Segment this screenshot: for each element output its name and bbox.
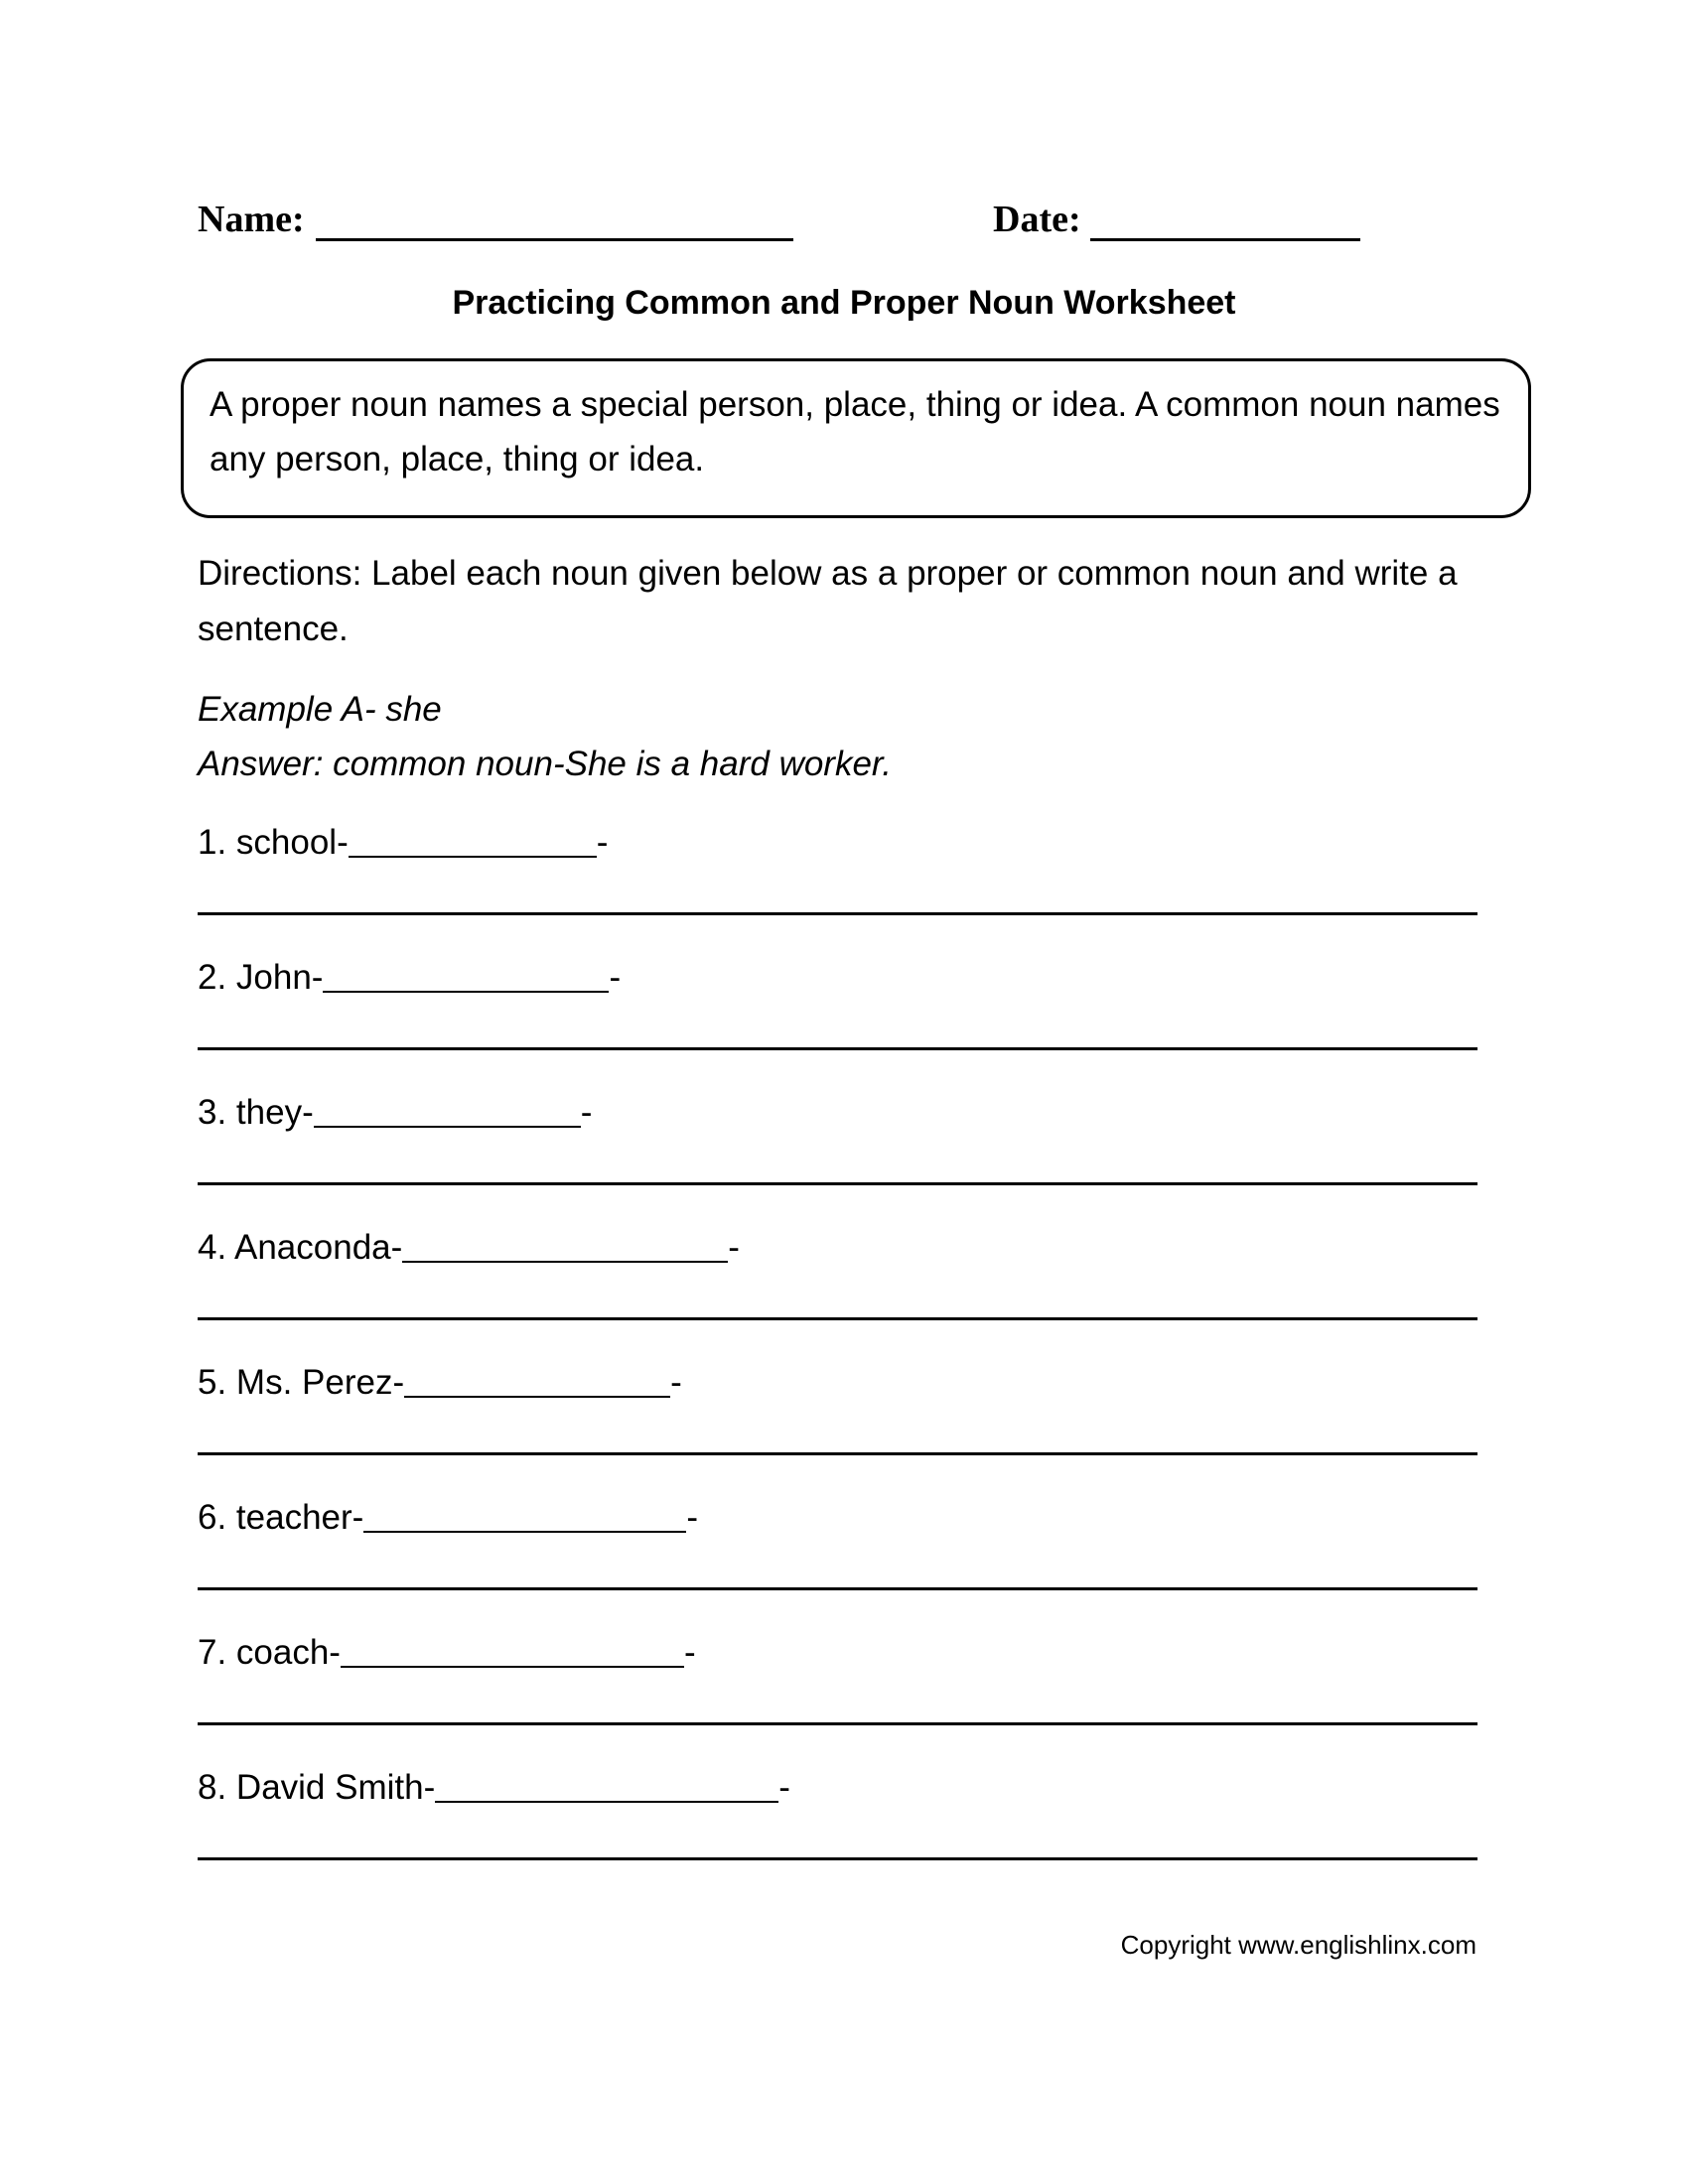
noun-type-blank[interactable] xyxy=(323,961,609,993)
name-label: Name: xyxy=(198,199,305,240)
question-row xyxy=(198,1225,740,1269)
name-field-line[interactable] xyxy=(316,238,793,241)
sentence-answer-line[interactable] xyxy=(198,1452,1477,1455)
noun-type-blank[interactable] xyxy=(314,1096,581,1128)
question-row xyxy=(198,1495,698,1539)
blank-suffix: - xyxy=(609,958,622,997)
date-label: Date: xyxy=(993,199,1081,240)
noun-type-blank[interactable] xyxy=(435,1771,778,1803)
question-label: 8. David Smith- xyxy=(198,1768,436,1807)
sentence-answer-line[interactable] xyxy=(198,1857,1477,1860)
sentence-answer-line[interactable] xyxy=(198,912,1477,915)
question-label: 4. Anaconda- xyxy=(198,1228,403,1267)
question-label: 5. Ms. Perez- xyxy=(198,1363,405,1402)
worksheet-title: Practicing Common and Proper Noun Worksheet xyxy=(452,284,1236,322)
sentence-answer-line[interactable] xyxy=(198,1182,1477,1185)
sentence-answer-line[interactable] xyxy=(198,1722,1477,1725)
sentence-answer-line[interactable] xyxy=(198,1587,1477,1590)
date-field-line[interactable] xyxy=(1090,238,1360,241)
blank-suffix: - xyxy=(670,1363,682,1402)
sentence-answer-line[interactable] xyxy=(198,1317,1477,1320)
copyright-text: Copyright www.englishlinx.com xyxy=(1120,1930,1477,1960)
question-label: 1. school- xyxy=(198,823,349,862)
blank-suffix: - xyxy=(728,1228,740,1267)
definition-text: A proper noun names a special person, place, thing or idea. A common noun names any person, place, thing or idea. xyxy=(210,385,1500,478)
definition-box xyxy=(181,358,1531,518)
question-label: 6. teacher- xyxy=(198,1498,364,1537)
question-label: 7. coach- xyxy=(198,1633,341,1672)
sentence-answer-line[interactable] xyxy=(198,1047,1477,1050)
question-label: 2. John- xyxy=(198,958,324,997)
question-row xyxy=(198,1765,790,1809)
blank-suffix: - xyxy=(683,1633,696,1672)
noun-type-blank[interactable] xyxy=(404,1366,670,1398)
question-label: 3. they- xyxy=(198,1093,314,1132)
question-row xyxy=(198,1360,682,1404)
noun-type-blank[interactable] xyxy=(349,826,597,858)
blank-suffix: - xyxy=(686,1498,698,1537)
question-row xyxy=(198,1630,696,1674)
noun-type-blank[interactable] xyxy=(402,1231,728,1263)
directions-text: Directions: Label each noun given below as a proper or common noun and write a sentence. xyxy=(198,554,1458,648)
blank-suffix: - xyxy=(580,1093,593,1132)
question-row xyxy=(198,955,621,999)
blank-suffix: - xyxy=(778,1768,790,1807)
example-prompt: Example A- she xyxy=(198,690,442,729)
blank-suffix: - xyxy=(596,823,609,862)
question-row xyxy=(198,820,608,864)
question-row xyxy=(198,1090,592,1134)
example-answer: Answer: common noun-She is a hard worker. xyxy=(198,745,893,783)
noun-type-blank[interactable] xyxy=(363,1501,686,1533)
noun-type-blank[interactable] xyxy=(341,1636,684,1668)
